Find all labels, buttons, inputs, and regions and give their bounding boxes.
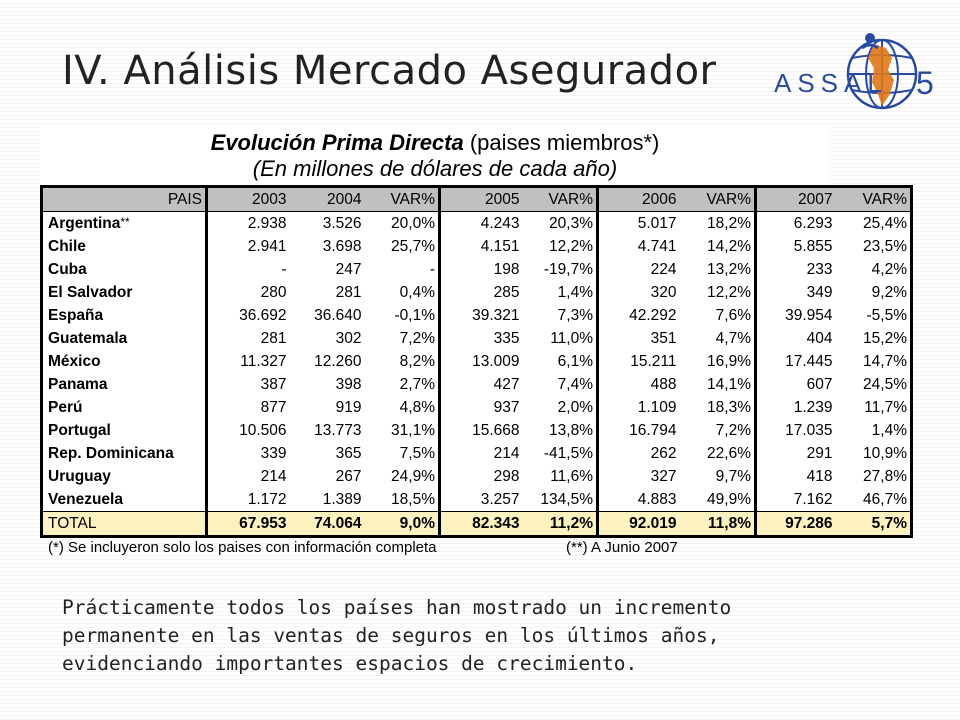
value-cell: 1,4% bbox=[836, 419, 912, 442]
country-name: El Salvador bbox=[48, 283, 133, 301]
value-cell: 15.668 bbox=[472, 421, 520, 439]
value-cell: -0,1% bbox=[365, 304, 440, 327]
value-cell: 2.938 bbox=[247, 214, 287, 232]
value-cell: 17.445 bbox=[785, 352, 833, 370]
value-cell: 22,6% bbox=[680, 442, 756, 465]
value-cell: 398 bbox=[335, 375, 362, 393]
country-name: Panama bbox=[48, 375, 108, 393]
country-cell bbox=[42, 396, 207, 419]
value-cell: 7,3% bbox=[523, 304, 598, 327]
table-row bbox=[42, 304, 912, 327]
value-cell: 418 bbox=[806, 467, 833, 485]
value-cell: 349 bbox=[806, 283, 833, 301]
country-name: Guatemala bbox=[48, 329, 128, 347]
value-cell: 39.954 bbox=[785, 306, 833, 324]
value-cell: 67.953 bbox=[207, 512, 290, 537]
body-line: evidenciando importantes espacios de crecimiento. bbox=[62, 652, 638, 675]
value-cell: 16,9% bbox=[680, 350, 756, 373]
country-name: Argentina bbox=[48, 214, 121, 232]
col-header-2004: 2004 bbox=[290, 187, 365, 212]
value-cell: 7,6% bbox=[680, 304, 756, 327]
value-cell: 20,3% bbox=[523, 212, 598, 236]
value-cell: 36.692 bbox=[239, 306, 287, 324]
value-cell: 335 bbox=[493, 329, 520, 347]
value-cell: 5.017 bbox=[637, 214, 677, 232]
value-cell: 9,0% bbox=[365, 512, 440, 537]
table-row bbox=[42, 258, 912, 281]
value-cell: 24,5% bbox=[836, 373, 912, 396]
value-cell: 24,9% bbox=[365, 465, 440, 488]
value-cell: 291 bbox=[806, 444, 833, 462]
value-cell: 11,2% bbox=[523, 512, 598, 537]
value-cell: 919 bbox=[335, 398, 362, 416]
value-cell: 97.286 bbox=[756, 512, 836, 537]
table-row bbox=[42, 419, 912, 442]
value-cell: -5,5% bbox=[836, 304, 912, 327]
value-cell: 11,0% bbox=[523, 327, 598, 350]
value-cell: 224 bbox=[650, 260, 677, 278]
value-cell: 20,0% bbox=[365, 212, 440, 236]
country-name: Uruguay bbox=[48, 467, 111, 485]
value-cell: 877 bbox=[260, 398, 287, 416]
value-cell: 233 bbox=[806, 260, 833, 278]
value-cell: 262 bbox=[650, 444, 677, 462]
value-cell: 1.239 bbox=[793, 398, 833, 416]
total-label: TOTAL bbox=[42, 512, 207, 537]
value-cell: 365 bbox=[335, 444, 362, 462]
value-cell: 17.035 bbox=[785, 421, 833, 439]
value-cell: 11,7% bbox=[836, 396, 912, 419]
value-cell: 4,7% bbox=[680, 327, 756, 350]
country-cell bbox=[42, 465, 207, 488]
value-cell: 327 bbox=[650, 467, 677, 485]
table-row bbox=[42, 373, 912, 396]
value-cell: - bbox=[281, 260, 287, 278]
value-cell: 1,4% bbox=[523, 281, 598, 304]
value-cell: 285 bbox=[493, 283, 520, 301]
footnote-june: (**) A Junio 2007 bbox=[566, 539, 678, 556]
value-cell: 427 bbox=[493, 375, 520, 393]
logo-text: ASSAL bbox=[774, 68, 888, 98]
value-cell: 247 bbox=[335, 260, 362, 278]
country-name: Venezuela bbox=[48, 490, 123, 508]
table-row bbox=[42, 327, 912, 350]
value-cell: 15.211 bbox=[630, 352, 677, 370]
value-cell: 280 bbox=[260, 283, 287, 301]
value-cell: 302 bbox=[335, 329, 362, 347]
value-cell: 18,5% bbox=[365, 488, 440, 512]
value-cell: 7,4% bbox=[523, 373, 598, 396]
table-row bbox=[42, 235, 912, 258]
col-header-2007: 2007 bbox=[756, 187, 836, 212]
value-cell: 82.343 bbox=[440, 512, 523, 537]
value-cell: 36.640 bbox=[314, 306, 362, 324]
country-cell bbox=[42, 235, 207, 258]
country-name: España bbox=[48, 306, 104, 324]
value-cell: 6.293 bbox=[793, 214, 833, 232]
value-cell: -19,7% bbox=[523, 258, 598, 281]
value-cell: 7,5% bbox=[365, 442, 440, 465]
col-header-var-2007: VAR% bbox=[836, 187, 912, 212]
table-title bbox=[40, 130, 830, 156]
col-header-2006: 2006 bbox=[598, 187, 680, 212]
country-name: Rep. Dominicana bbox=[48, 444, 174, 462]
assal-logo bbox=[770, 24, 940, 124]
value-cell: 5,7% bbox=[836, 512, 912, 537]
table-row bbox=[42, 488, 912, 512]
value-cell: 10,9% bbox=[836, 442, 912, 465]
country-name: Chile bbox=[48, 237, 86, 255]
value-cell: 1.109 bbox=[637, 398, 677, 416]
value-cell: 3.257 bbox=[480, 490, 520, 508]
value-cell: 3.698 bbox=[322, 237, 362, 255]
slide-title: IV. Análisis Mercado Asegurador bbox=[62, 48, 717, 94]
value-cell: 2.941 bbox=[247, 237, 287, 255]
value-cell: 607 bbox=[806, 375, 833, 393]
value-cell: 4.151 bbox=[480, 237, 520, 255]
table-subtitle: (En millones de dólares de cada año) bbox=[252, 156, 618, 181]
value-cell: - bbox=[365, 258, 440, 281]
value-cell: -41,5% bbox=[523, 442, 598, 465]
country-cell bbox=[42, 350, 207, 373]
value-cell: 49,9% bbox=[680, 488, 756, 512]
table-row bbox=[42, 442, 912, 465]
table-row bbox=[42, 281, 912, 304]
value-cell: 92.019 bbox=[598, 512, 680, 537]
col-header-pais: PAIS bbox=[42, 187, 207, 212]
body-line: Prácticamente todos los países han mostrado un incremento bbox=[62, 596, 732, 619]
country-name: Portugal bbox=[48, 421, 111, 439]
value-cell: 2,0% bbox=[523, 396, 598, 419]
value-cell: 16.794 bbox=[629, 421, 677, 439]
value-cell: 11.327 bbox=[240, 352, 287, 370]
body-line: permanente en las ventas de seguros en los últimos años, bbox=[62, 624, 720, 647]
value-cell: 387 bbox=[260, 375, 287, 393]
country-name: Cuba bbox=[48, 260, 87, 278]
value-cell: 0,4% bbox=[365, 281, 440, 304]
value-cell: 18,3% bbox=[680, 396, 756, 419]
value-cell: 46,7% bbox=[836, 488, 912, 512]
country-cell bbox=[42, 373, 207, 396]
value-cell: 320 bbox=[650, 283, 677, 301]
value-cell: 281 bbox=[335, 283, 362, 301]
country-cell bbox=[42, 304, 207, 327]
value-cell: 18,2% bbox=[680, 212, 756, 236]
value-cell: 134,5% bbox=[523, 488, 598, 512]
value-cell: 12.260 bbox=[314, 352, 362, 370]
value-cell: 13.009 bbox=[472, 352, 520, 370]
table-header-row bbox=[42, 187, 912, 212]
value-cell: 7,2% bbox=[680, 419, 756, 442]
value-cell: 267 bbox=[335, 467, 362, 485]
value-cell: 42.292 bbox=[629, 306, 677, 324]
value-cell: 11,8% bbox=[680, 512, 756, 537]
country-cell bbox=[42, 442, 207, 465]
premium-table bbox=[40, 185, 913, 538]
country-cell bbox=[42, 212, 207, 236]
value-cell: 9,2% bbox=[836, 281, 912, 304]
value-cell: 488 bbox=[650, 375, 677, 393]
value-cell: 14,2% bbox=[680, 235, 756, 258]
value-cell: 7,2% bbox=[365, 327, 440, 350]
value-cell: 214 bbox=[260, 467, 287, 485]
value-cell: 23,5% bbox=[836, 235, 912, 258]
table-row bbox=[42, 350, 912, 373]
value-cell: 339 bbox=[260, 444, 287, 462]
col-header-var-2004: VAR% bbox=[365, 187, 440, 212]
value-cell: 5.855 bbox=[793, 237, 833, 255]
value-cell: 3.526 bbox=[322, 214, 362, 232]
value-cell: 12,2% bbox=[680, 281, 756, 304]
col-header-2003: 2003 bbox=[207, 187, 290, 212]
value-cell: 74.064 bbox=[290, 512, 365, 537]
body-paragraph bbox=[62, 594, 922, 678]
value-cell: 1.389 bbox=[322, 490, 362, 508]
value-cell: 12,2% bbox=[523, 235, 598, 258]
value-cell: 13,8% bbox=[523, 419, 598, 442]
value-cell: 13,2% bbox=[680, 258, 756, 281]
value-cell: 4,2% bbox=[836, 258, 912, 281]
value-cell: 39.321 bbox=[472, 306, 520, 324]
value-cell: 31,1% bbox=[365, 419, 440, 442]
value-cell: 4,8% bbox=[365, 396, 440, 419]
logo-hook: 5 bbox=[916, 65, 934, 101]
country-name: Perú bbox=[48, 398, 83, 416]
value-cell: 9,7% bbox=[680, 465, 756, 488]
value-cell: 15,2% bbox=[836, 327, 912, 350]
value-cell: 14,1% bbox=[680, 373, 756, 396]
value-cell: 7.162 bbox=[793, 490, 833, 508]
col-header-2005: 2005 bbox=[440, 187, 523, 212]
total-row bbox=[42, 512, 912, 537]
value-cell: 198 bbox=[493, 260, 520, 278]
col-header-var-2006: VAR% bbox=[680, 187, 756, 212]
country-cell bbox=[42, 419, 207, 442]
value-cell: 214 bbox=[493, 444, 520, 462]
country-footnote-mark: ** bbox=[120, 214, 130, 229]
country-cell bbox=[42, 258, 207, 281]
value-cell: 25,7% bbox=[365, 235, 440, 258]
value-cell: 4.741 bbox=[637, 237, 677, 255]
table-row bbox=[42, 396, 912, 419]
value-cell: 351 bbox=[650, 329, 677, 347]
country-name: México bbox=[48, 352, 101, 370]
country-cell bbox=[42, 281, 207, 304]
value-cell: 1.172 bbox=[247, 490, 287, 508]
col-header-var-2005: VAR% bbox=[523, 187, 598, 212]
footnote-members: (*) Se incluyeron solo los paises con información completa bbox=[48, 539, 437, 556]
value-cell: 25,4% bbox=[836, 212, 912, 236]
table-row bbox=[42, 465, 912, 488]
value-cell: 281 bbox=[260, 329, 287, 347]
value-cell: 13.773 bbox=[314, 421, 362, 439]
value-cell: 8,2% bbox=[365, 350, 440, 373]
value-cell: 14,7% bbox=[836, 350, 912, 373]
value-cell: 11,6% bbox=[523, 465, 598, 488]
country-cell bbox=[42, 488, 207, 512]
country-cell bbox=[42, 327, 207, 350]
value-cell: 6,1% bbox=[523, 350, 598, 373]
value-cell: 4.243 bbox=[480, 214, 520, 232]
value-cell: 937 bbox=[493, 398, 520, 416]
table-title-main: Evolución Prima Directa bbox=[210, 130, 464, 155]
table-row bbox=[42, 212, 912, 236]
value-cell: 298 bbox=[493, 467, 520, 485]
value-cell: 10.506 bbox=[239, 421, 287, 439]
value-cell: 27,8% bbox=[836, 465, 912, 488]
value-cell: 4.883 bbox=[637, 490, 677, 508]
table-title-suffix: (paises miembros*) bbox=[469, 130, 660, 155]
value-cell: 404 bbox=[806, 329, 833, 347]
value-cell: 2,7% bbox=[365, 373, 440, 396]
